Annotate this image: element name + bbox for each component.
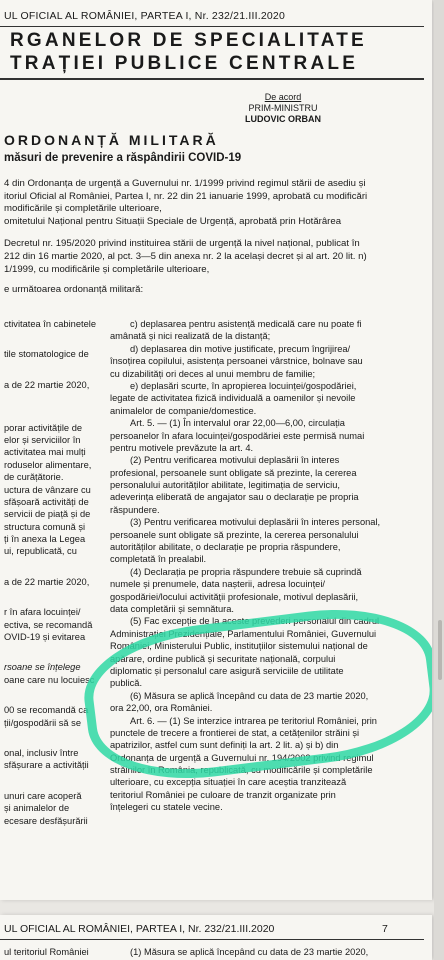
next-document-page <box>0 915 432 960</box>
intro-line: 4 din Ordonanța de urgență a Guvernului nr. 1/1999 privind regimul stării de asediu și <box>4 178 366 189</box>
section-title-line-1: RGANELOR DE SPECIALITATE <box>10 30 367 51</box>
header-rule <box>0 26 424 27</box>
right-line: (2) Pentru verificarea motivului deplasării în interes <box>130 455 340 466</box>
left-line: și animalelor de <box>4 803 70 814</box>
left-line: porar activitățile de <box>4 422 83 433</box>
right-line: data completării și semnătura. <box>110 603 235 614</box>
right-line: gospodăriei/locului activității profesionale, motivul deplasării, <box>110 591 359 602</box>
left-line: ți în anexa la Legea <box>4 534 86 545</box>
right-line: persoanele sunt obligate să prezinte, la cererea personalului <box>110 529 359 540</box>
right-line: cu dizabilități ori deces al unui membru de familie; <box>110 368 316 379</box>
right-line: numele și prenumele, data nașterii, adresa locuinței/ <box>110 579 325 590</box>
ordinance-subtitle: măsuri de prevenire a răspândirii COVID-19 <box>4 152 242 164</box>
left-line: ctivitatea în cabinetele <box>4 319 96 329</box>
right-line: persoanelor în afara locuinței/gospodăriei este permisă numai <box>110 430 365 441</box>
left-line: activitatea mai mulți <box>4 447 86 458</box>
signature-name: LUDOVIC ORBAN <box>245 114 321 124</box>
intro-line: omitetului Național pentru Situații Speciale de Urgență, aprobată prin Hotărârea <box>4 215 342 227</box>
intro-paragraphs <box>4 178 424 297</box>
left-line: de curățătorie. <box>4 472 64 483</box>
intro-line: 212 din 16 martie 2020, al pct. 3—5 din anexa nr. 2 la același decret și al art. 20 lit. n) <box>4 250 367 262</box>
right-line: d) deplasarea din motive justificate, precum îngrijirea/ <box>130 343 351 354</box>
left-line: sfășurare a activității <box>4 760 89 771</box>
right-line: ulterioare, cu excepția situației în care aceștia tranzitează <box>110 777 347 788</box>
left-line <box>4 330 102 348</box>
right-line: (4) Declarația pe propria răspundere trebuie să cuprindă <box>130 566 362 577</box>
left-line <box>4 588 102 606</box>
left-line: r în afara locuinței/ <box>4 607 81 618</box>
right-line: răspundere. <box>110 504 160 515</box>
left-line: 00 se recomandă ca <box>4 705 89 716</box>
page2-gazette-header: UL OFICIAL AL ROMÂNIEI, PARTEA I, Nr. 232/21.III.2020 <box>4 923 275 935</box>
right-line: publică. <box>110 678 143 689</box>
left-line: servicii de piață și de <box>4 509 91 520</box>
right-line: înțelegeri cu statele vecine. <box>110 802 223 813</box>
right-line: teritoriul României pe culoare de tranzit organizate prin <box>110 789 336 800</box>
intro-line: modificările și completările ulterioare, <box>4 203 162 215</box>
right-column <box>110 318 420 814</box>
right-line: (3) Pentru verificarea motivului deplasării în interes personal, <box>130 517 381 528</box>
intro-line: 1/1999, cu modificările și completările ulterioare, <box>4 263 210 275</box>
left-line <box>4 772 102 790</box>
right-line: punctele de trecere a frontierei de stat, a cetățenilor străini și <box>110 727 360 738</box>
right-line: străinilor în România, republicată, cu modificările și completările <box>110 765 373 776</box>
scrollbar-thumb[interactable] <box>438 620 442 680</box>
section-rule <box>0 78 424 80</box>
right-line: autorităților abilitate, o declarație pe propria răspundere, <box>110 542 341 553</box>
right-line: personalului autorităților abilitate, legitimația de serviciu, <box>110 480 340 491</box>
right-line: apărare, ordine publică și securitate națională, corpului <box>110 653 336 664</box>
right-line: legate de activitatea fizică individuală a oamenilor și nevoile <box>110 393 356 404</box>
right-line: Administrației Prezidențiale, Parlamentului României, Guvernului <box>110 628 377 639</box>
left-line: oane care nu locuiesc <box>4 674 95 685</box>
signature-agreed: De acord <box>264 92 302 102</box>
right-line: Ordonanța de urgență a Guvernului nr. 194/2002 privind regimul <box>110 752 374 763</box>
left-line: unuri care acoperă <box>4 790 82 801</box>
page2-header-rule <box>0 939 424 940</box>
left-line: structura comună și <box>4 521 86 532</box>
page2-left-fragment: ul teritoriul României <box>4 947 89 957</box>
page2-right-fragment: (1) Măsura se aplică începând cu data de 23 martie 2020, <box>130 947 369 957</box>
right-line: Art. 6. — (1) Se interzice intrarea pe teritoriul României, prin <box>130 715 377 726</box>
right-line: profesional, persoanele sunt obligate să prezinte, la cererea <box>110 467 357 478</box>
page-number: 7 <box>382 923 388 935</box>
left-line: ectiva, se recomandă <box>4 619 93 630</box>
gazette-header: UL OFICIAL AL ROMÂNIEI, PARTEA I, Nr. 232/21.III.2020 <box>4 10 285 22</box>
left-line: a de 22 martie 2020, <box>4 379 90 390</box>
right-line: amânată și nici realizată de la distanță; <box>110 331 271 342</box>
right-line: c) deplasarea pentru asistență medicală care nu poate fi <box>130 319 362 329</box>
intro-line: e următoarea ordonanță militară: <box>4 284 144 296</box>
intro-line: Decretul nr. 195/2020 privind instituirea stării de urgență la nivel național, publicat în <box>4 238 360 250</box>
right-line: pentru motivele prevăzute la art. 4. <box>110 442 254 453</box>
right-line: diplomatic și personalul care asigură serviciile de utilitate <box>110 665 344 676</box>
signature-role: PRIM-MINISTRU <box>248 103 318 113</box>
left-line: ui, republicată, cu <box>4 546 77 557</box>
scrollbar-track[interactable] <box>434 0 444 960</box>
signature-block <box>238 92 328 125</box>
left-line: rsoane se înțelege <box>4 662 81 673</box>
right-line: completată în prealabil. <box>110 554 207 565</box>
right-line: apatrizilor, astfel cum sunt definiți la art. 2 lit. a) și b) din <box>110 740 339 751</box>
left-line: roduselor alimentare, <box>4 459 92 470</box>
left-line: tile stomatologice de <box>4 349 89 360</box>
right-line: (6) Măsura se aplică începând cu data de 23 martie 2020, <box>130 690 369 701</box>
intro-line: itoriul Oficial al României, Partea I, nr. 22 din 21 ianuarie 1999, aprobată cu modificări <box>4 190 368 202</box>
left-line <box>4 409 102 421</box>
ordinance-title: ORDONANȚĂ MILITARĂ <box>4 132 219 148</box>
left-line <box>4 391 102 409</box>
left-line: elor și serviciilor în <box>4 434 81 445</box>
left-line: ții/gospodării să se <box>4 717 81 728</box>
left-line: ecesare desfășurării <box>4 815 88 826</box>
left-line: sfășoară activități de <box>4 496 89 507</box>
left-line <box>4 643 102 661</box>
left-line <box>4 558 102 576</box>
left-column <box>4 318 102 827</box>
intro-spacer <box>4 276 424 284</box>
right-line: României, Ministerului Public, instituțiilor sistemului național de <box>110 641 368 652</box>
right-line: animalelor de companie/domestice. <box>110 405 257 416</box>
left-line: OVID-19 și evitarea <box>4 632 86 643</box>
right-line: însoțirea copilului, asistența persoanei vârstnice, bolnave sau <box>110 356 363 367</box>
right-line: (5) Fac excepție de la aceste prevederi personalul din cadrul <box>130 616 380 627</box>
right-line: Art. 5. — (1) În intervalul orar 22,00—6,00, circulația <box>130 418 345 429</box>
left-line <box>4 729 102 747</box>
right-line: ora 22,00, ora României. <box>110 703 213 714</box>
right-line: adeverința eliberată de angajator sau o declarație pe propria <box>110 492 359 503</box>
intro-spacer <box>4 228 424 238</box>
left-line: onal, inclusiv între <box>4 747 79 758</box>
left-line <box>4 686 102 704</box>
left-line <box>4 361 102 379</box>
section-title-line-2: TRAȚIEI PUBLICE CENTRALE <box>10 53 359 74</box>
right-line: e) deplasări scurte, în apropierea locuinței/gospodăriei, <box>130 380 357 391</box>
left-line: uctura de vânzare cu <box>4 484 91 495</box>
left-line: a de 22 martie 2020, <box>4 576 90 587</box>
